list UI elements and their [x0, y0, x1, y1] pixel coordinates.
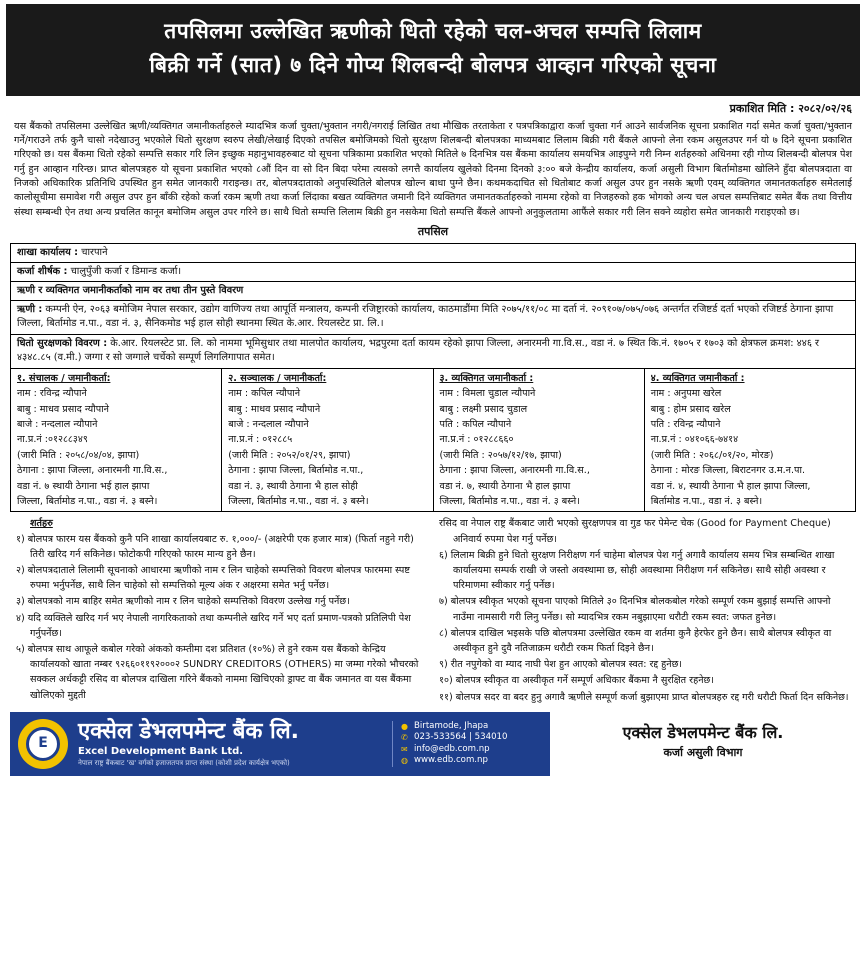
publication-date: प्रकाशित मिति : २०८२/०२/२६ — [729, 102, 852, 115]
bank-name-nepali: एक्सेल डेभलपमेन्ट बैंक लि. — [78, 719, 300, 745]
collateral-label: धितो सुरक्षणको विवरण : — [17, 337, 108, 349]
guarantor-column — [222, 369, 433, 512]
phone-icon: ✆ — [401, 733, 408, 743]
guarantor-line: (जारी मिति : २०५२/०१/२९, झापा) — [228, 449, 351, 461]
guarantor-line: पति : कपिल न्यौपाने — [439, 418, 512, 430]
loan-type-row — [11, 263, 855, 282]
term-item: १०) बोलपत्र स्वीकृत वा अस्वीकृत गर्ने सम्पूर्ण अधिकार बैंकमा नै सुरक्षित रहनेछ। — [439, 675, 714, 687]
guarantor-column — [645, 369, 855, 512]
guarantor-line: जिल्ला, बिर्तामोड न.पा., वडा नं. ३ बस्ने। — [228, 496, 369, 508]
term-item: ४) यदि व्यक्तिले खरिद गर्न भए नेपाली नागरिकताको तथा कम्पनीले खरिद गर्ने भए दर्ता प्रमाण-पत्रको प्रतिलिपी पेश गर्नुपर्नेछ। — [16, 612, 411, 639]
notice-footer — [10, 712, 856, 776]
branch-label: शाखा कार्यालय : — [17, 246, 79, 258]
guarantor-line: (जारी मिति : २०६८/०१/२०, मोरङ) — [650, 449, 774, 461]
bank-brand-text — [78, 719, 392, 768]
schedule-table — [10, 243, 856, 513]
guarantor-line: वडा नं. ४, स्थायी ठेगाना भै हाल झापा जिल्ला, — [650, 480, 811, 492]
guarantors-grid — [11, 369, 855, 512]
guarantor-column — [434, 369, 645, 512]
signoff-department: कर्जा असुली विभाग — [663, 746, 743, 760]
guarantor-heading: २. सञ्चालक / जमानीकर्ता: — [228, 372, 327, 384]
signoff-bank-name: एक्सेल डेभलपमेन्ट बैंक लि. — [622, 722, 784, 742]
notice-title-line-2: बिक्री गर्ने (सात) ७ दिने गोप्य शिलबन्दी बोलपत्र आव्हान गरिएको सूचना — [149, 53, 717, 77]
terms-section — [10, 516, 856, 705]
guarantor-heading: ४. व्यक्तिगत जमानीकर्ता : — [650, 372, 745, 384]
guarantor-line: ठेगाना : झापा जिल्ला, बिर्तामोड न.पा., — [228, 465, 364, 477]
loan-type-value: चालुपुँजी कर्जा र डिमान्ड कर्जा। — [67, 265, 182, 277]
borrower-section-row — [11, 282, 855, 301]
guarantor-heading: ३. व्यक्तिगत जमानीकर्ता : — [439, 372, 534, 384]
guarantor-line: बाबु : माधव प्रसाद न्यौपाने — [228, 403, 321, 415]
borrower-value: कम्पनी ऐन, २०६३ बमोजिम नेपाल सरकार, उद्योग वाणिज्य तथा आपूर्ति मन्त्रालय, कम्पनी रजिष्ट्रारको कार्यालय, काठमाडौंमा मिति २०७५/११/०८ मा दर्ता नं. २०९१०७/०७५/०७६ अन्तर्गत रजिष्टर्ड दर्ता भएको रजिष्टर्ड ठेगाना झापा जिल्ला, बिर्तामोड न.पा., वडा नं. ३, सैनिकमोड भई हाल सोही स्थानमा स्थित के.आर. रियलस्टेट प्रा. लि.। — [17, 303, 834, 330]
guarantor-line: बाबु : होम प्रसाद खरेल — [650, 403, 731, 415]
guarantor-line: ठेगाना : झापा जिल्ला, अनारमनी गा.वि.स., — [17, 465, 168, 477]
contact-location — [401, 721, 542, 733]
borrower-row — [11, 301, 855, 335]
guarantor-line: बाबु : लक्ष्मी प्रसाद चुडाल — [439, 403, 528, 415]
branch-value: चारपाने — [78, 246, 108, 258]
guarantor-heading: १. संचालक / जमानीकर्ता: — [17, 372, 111, 384]
term-item: ६) लिलाम बिक्री हुने धितो सुरक्षण निरीक्षण गर्न चाहेमा बोलपत्र पेश गर्नु अगावै कार्यालय समय भित्र सम्बन्धित शाखा कार्यालयमा सम्पर्क राखी जे जस्तो अवस्थामा छ, सोही अवस्थामा निरीक्षण गर्न सकिनेछ। साथै सोही अवस्था र परिमाणमा स्वीकार गर्नु पर्नेछ। — [439, 549, 835, 592]
notice-title-line-1: तपसिलमा उल्लेखित ऋणीको धितो रहेको चल-अचल सम्पत्ति लिलाम — [164, 19, 702, 43]
bank-logo-mark: E — [26, 727, 60, 761]
term-item: १) बोलपत्र फारम यस बैंकको कुनै पनि शाखा कार्यालयबाट रु. १,०००/- (अक्षरेपी एक हजार मात्र) (फिर्ता नहुने गरी) तिरी खरिद गर्न सकिनेछ। फोटोकपी गरिएको फारम मान्य हुने छैन। — [16, 533, 414, 560]
globe-icon: ◍ — [401, 756, 408, 766]
bank-logo-icon — [18, 719, 68, 769]
guarantor-line: नाम : विमला चुडाल न्यौपाने — [439, 388, 536, 400]
guarantor-line: (जारी मिति : २०५७/१२/१७, झापा) — [439, 449, 562, 461]
guarantor-line: नाम : रविन्द्र न्यौपाने — [17, 388, 87, 400]
terms-right-column — [433, 516, 856, 705]
term-item: २) बोलपत्रदाताले लिलामी सूचनाको आधारमा ऋणीको नाम र लिन चाहेको सम्पत्तिको विवरण बोलपत्र फारममा स्पष्ट रुपमा भर्नुपर्नेछ, साथै लिन चाहेको सो सम्पत्तिको मूल्य अंक र अक्षरमा समेत भर्नु पर्नेछ। — [16, 565, 410, 592]
intro-paragraph: यस बैंकको तपसिलमा उल्लेखित ऋणी/व्यक्तिगत जमानीकर्ताहरुले म्यादभित्र कर्जा चुक्ता/भुक्तान नगरी/नगराई लिखित तथा मौखिक तरताकेता र पत्रपत्रिकाद्वारा कर्जा चुक्ता गर्न आउने सार्वजनिक सूचना प्रकाशित गर्दा समेत कर्जा चुक्ता/भुक्तान गर्ने/गराउने तर्फ कुनै चासो नदेखाउनु भएकोले धितो सुरक्षण स्वरुप लेखी/लेखाई दिएको तपसिल बमोजिमको धितो सुरक्षण शिलबन्दी बोलपत्रका माध्यमबाट लिलाम बिक्री गरी बैंकले आफ्नो लेना रकम असुलउपर गर्न यो ७ दिने सूचना प्रकाशित गरिएको छ। यस बैंकमा धितो रहेको सम्पत्ति सकार गरि लिन इच्छुक महानुभावहरुबाट यो सूचना पत्रिकामा प्रकाशित भएको मितिले ७ दिनभित्र यस बैंकमा कार्यालय समयभित्र आइपुग्ने गरी निम्न शर्तहरुको अधिनमा रही गोप्य शिलबन्दी बोलपत्र पेश गर्नु हुन आव्हान गरिन्छ। प्राप्त बोलपत्रहरु यो सूचना प्रकाशित भएको ८औं दिन वा सो दिन बिदा परेमा त्यसको लगत्तै कार्यालय खुलेको दिनमा दिनको ३:०० बजे केन्द्रीय कार्यालय, कर्जा असुली विभाग बिर्तामोडमा खोलिने हुँदा बोलपत्रदाता वा निजको अधिकारिक प्रतिनिधि उपस्थित हुन समेत जानकारी गराइन्छ। तर, बोलपत्रदाताको अनुपस्थितिले बोलपत्र खोल्न बाधा पुग्ने छैन। कथमकदाचित सो धितोबाट कर्जा असुल उपर हुन नसके ऋणी एवम् व्यक्तिगत जमानतकर्ताहरु समेतलाई कालोसूचीमा समावेश गरी असुल उपर हुन बाँकी रहेको कर्जा रकम ऋणी तथा कर्जा लिंदाका बखत व्यक्तिगत जमानी दिने व्यक्तिगत जमानतकर्ताहरुको नाममा रहेको वा निजहरुको हक भोगको अन्य चल अचल सम्पत्तिबाट समेत बैंक तथा वित्तीय संस्था सम्बन्धी ऐन तथा अन्य प्रचलित कानून बमोजिम असुल उपर गरिने छ। साथै धितो सम्पत्ति लिलाम बिक्री हुन नसकेमा धितो सम्पत्ति बैंकले आफ्नो अनुकुलतामा आफैंले सकार गरी लिन सक्ने व्यहोरा समेत जानकारी गराइएको छ। — [14, 120, 852, 218]
email-icon: ✉ — [401, 744, 408, 754]
guarantor-line: ना.प्र.नं : ०४१०६६-७४१४ — [650, 434, 739, 446]
schedule-heading: तपसिल — [417, 224, 449, 238]
contact-phone-text: 023-533564 | 534010 — [414, 732, 508, 743]
notice-signoff — [550, 712, 856, 776]
term-item: रसिद वा नेपाल राष्ट्र बैंकबाट जारी भएको सुरक्षणपत्र वा गुड फर पेमेन्ट चेक (Good for Payment Cheque) अनिवार्य रुपमा पेश गर्नु पर्नेछ। — [439, 518, 831, 545]
guarantor-line: ठेगाना : मोरङ जिल्ला, बिराटनगर उ.म.न.पा. — [650, 465, 806, 477]
term-item: ५) बोलपत्र साथ आफूले कबोल गरेको अंकको कम्तीमा दश प्रतिशत (१०%) ले हुने रकम यस बैंकको केन्द्रिय कार्यालयको खाता नम्बर ९२६६०११९२०००२ SUNDRY CREDITORS (OTHERS) मा जम्मा गरेको भौचरको सक्कल अर्धकट्टी रसिद वा बोलपत्र दाखिला गरिने बैंकको नाममा खिचिएको ड्राफ्ट वा बैंक जमानत वा यस बैंकमा खोलिएको मुद्दती — [16, 644, 419, 701]
contact-email-text: info@edb.com.np — [414, 743, 490, 754]
branch-row — [11, 244, 855, 263]
guarantor-line: बाबु : माधव प्रसाद न्यौपाने — [17, 403, 109, 415]
guarantor-line: जिल्ला, बिर्तामोड न.पा., वडा नं. ३ बस्ने। — [439, 496, 580, 508]
guarantor-line: ना.प्र.नं : ०१२८८६६० — [439, 434, 514, 446]
guarantor-line: नाम : कपिल न्यौपाने — [228, 388, 301, 400]
bank-contact-block — [392, 721, 542, 767]
borrower-section-heading: ऋणी र व्यक्तिगत जमानीकर्ताको नाम वर तथा तीन पुस्ते विवरण — [17, 284, 244, 296]
borrower-label: ऋणी : — [17, 303, 43, 315]
contact-email — [401, 744, 542, 756]
guarantor-line: वडा नं. ७ स्थायी ठेगाना भई हाल झापा — [17, 480, 150, 492]
guarantor-line: (जारी मिति : २०५८/०४/०४, झापा) — [17, 449, 140, 461]
contact-location-text: Birtamode, Jhapa — [414, 720, 489, 731]
contact-web — [401, 755, 542, 767]
location-pin-icon: ● — [401, 721, 408, 731]
guarantor-line: बाजे : नन्दलाल न्यौपाने — [17, 418, 98, 430]
bank-name-english: Excel Development Bank Ltd. — [78, 746, 244, 758]
guarantor-line: ना.प्र.नं : ०१२८८५ — [228, 434, 293, 446]
guarantor-line: बाजे : नन्दलाल न्यौपाने — [228, 418, 309, 430]
guarantor-line: पति : रविन्द्र न्यौपाने — [650, 418, 721, 430]
guarantor-line: नाम : अनुपमा खरेल — [650, 388, 722, 400]
contact-web-text: www.edb.com.np — [414, 755, 488, 766]
term-item: ११) बोलपत्र सदर वा बदर हुनु अगावै ऋणीले सम्पूर्ण कर्जा बुझाएमा प्राप्त बोलपत्रहरु रद्द गरी धरौटी फिर्ता दिन सकिनेछ। — [439, 691, 849, 703]
guarantor-line: बिर्तामोड न.पा., वडा नं. ३ बस्ने। — [650, 496, 763, 508]
guarantor-line: ठेगाना : झापा जिल्ला, अनारमनी गा.वि.स., — [439, 465, 590, 477]
term-item: ९) रीत नपुगेको वा म्याद नाघी पेश हुन आएको बोलपत्र स्वत: रद्द हुनेछ। — [439, 659, 682, 671]
contact-phone — [401, 732, 542, 744]
term-item: ३) बोलपत्रको नाम बाहिर समेत ऋणीको नाम र लिन चाहेको सम्पत्तिको विवरण उल्लेख गर्नु पर्नेछ। — [16, 596, 350, 608]
guarantor-line: जिल्ला, बिर्तामोड न.पा., वडा नं. ३ बस्ने। — [17, 496, 158, 508]
guarantor-line: वडा नं. ७, स्थायी ठेगाना भै हाल झापा — [439, 480, 571, 492]
collateral-row — [11, 335, 855, 369]
term-item: ८) बोलपत्र दाखिल भइसके पछि बोलपत्रमा उल्लेखित रकम वा शर्तमा कुनै हेरफेर हुने छैन। साथै बोलपत्र स्वीकृत वा अस्वीकृत हुने दुवै नतिजाक्रम धरौटी रकम फिर्ता दिइने छैन। — [439, 627, 832, 655]
notice-title-banner — [6, 4, 860, 96]
bank-license-note: नेपाल राष्ट्र बैंकबाट 'ख' वर्गको इजाजतपत्र प्राप्त संस्था (कोशी प्रदेश कार्यक्षेत्र भएको) — [78, 758, 290, 767]
guarantor-line: ना.प्र.नं :०१२८८३४९ — [17, 434, 88, 446]
notice-page — [6, 4, 860, 966]
terms-left-column — [10, 516, 433, 705]
loan-type-label: कर्जा शीर्षक : — [17, 265, 68, 277]
collateral-value: के.आर. रियलस्टेट प्रा. लि. को नाममा भूमिसुधार तथा मालपोत कार्यालय, भद्रपुरमा दर्ता कायम रहेको झापा जिल्ला, अनारमनी गा.वि.स., वडा नं. ७ स्थित कि.नं. १७०५ र १७०३ को क्षेत्रफल क्रमश: ४४६ र ४३४८.८५ (व.मी.) जग्गा र सो जग्गाले चर्चेको सम्पूर्ण लिगलिगापात समेत। — [17, 337, 820, 364]
terms-heading: शर्तहरु — [30, 518, 53, 530]
term-item: ७) बोलपत्र स्वीकृत भएको सूचना पाएको मितिले ३० दिनभित्र बोलकबोल गरेको सम्पूर्ण रकम बुझाई सम्पत्ति आफ्नो नाउँमा नामसारी गरी लिनु पर्नेछ। सो म्यादभित्र रकम नबुझाएमा धरौटी रकम स्वत: जफत हुनेछ। — [439, 596, 831, 623]
bank-brand-banner — [10, 712, 550, 776]
guarantor-line: वडा नं. ३, स्थायी ठेगाना भै हाल सोही — [228, 480, 358, 492]
guarantor-column — [11, 369, 222, 512]
